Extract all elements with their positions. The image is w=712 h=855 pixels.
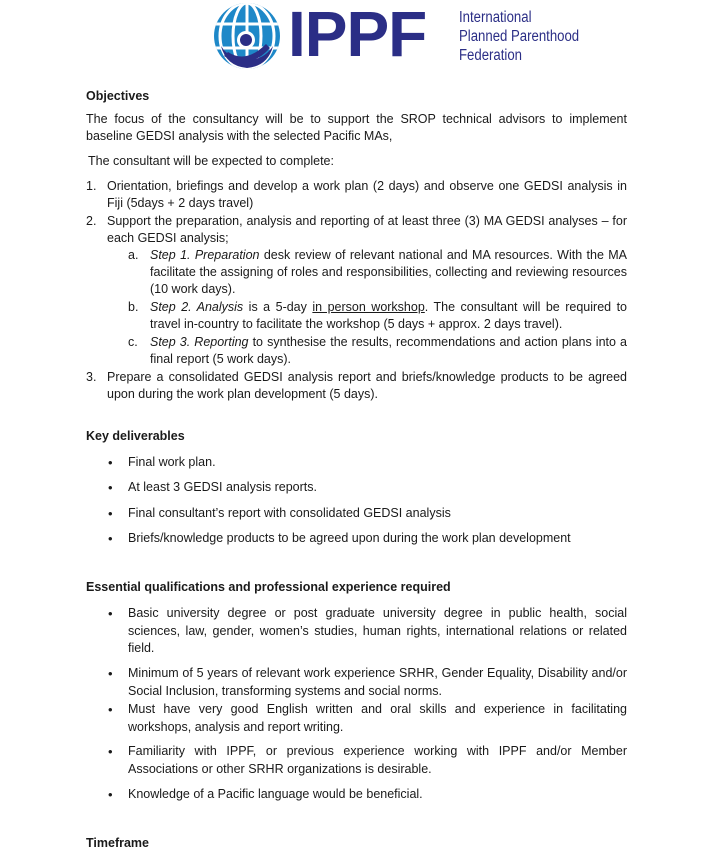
objectives-heading: Objectives — [86, 89, 150, 103]
globe-figure-icon — [212, 0, 284, 72]
tagline-line: Planned Parenthood — [459, 28, 580, 45]
deliverable-text: Final work plan. — [128, 455, 216, 469]
item-number: 1. — [86, 179, 97, 193]
step-item — [128, 247, 627, 299]
deliverable-text: Final consultant’s report with consolidated GEDSI analysis — [128, 506, 451, 520]
bullet-dot: • — [108, 666, 113, 681]
step-item — [128, 299, 627, 333]
item-text: Support the preparation, analysis and reporting of at least three (3) MA GEDSI analyses – for each GEDSI analysis; — [107, 214, 627, 245]
objective-item — [86, 178, 627, 212]
bullet-dot: • — [108, 606, 113, 621]
qualification-text: Familiarity with IPPF, or previous experience working with IPPF and/or Member Associations or other SRHR organizations is desirable. — [128, 744, 627, 776]
step-label: Step 1. Preparation — [150, 248, 260, 262]
tagline-line: International — [459, 9, 532, 26]
step-text — [150, 247, 627, 299]
item-number: 2. — [86, 214, 97, 228]
item-number: 3. — [86, 370, 97, 384]
step-label: Step 2. Analysis — [150, 300, 244, 314]
qualification-text: Basic university degree or post graduate university degree in public health, social sciences, law, gender, women’s studies, human rights, international relations or related field. — [128, 606, 627, 655]
bullet-dot: • — [108, 455, 113, 470]
qualification-text: Must have very good English written and oral skills and experience in facilitating workshops, analysis and report writing. — [128, 702, 627, 734]
logo-wordmark: IPPF — [288, 0, 427, 70]
deliverable-item — [108, 454, 627, 472]
deliverable-text: At least 3 GEDSI analysis reports. — [128, 480, 317, 494]
bullet-dot: • — [108, 531, 113, 546]
step-letter: a. — [128, 248, 139, 262]
step-item — [128, 334, 627, 368]
objective-item — [86, 369, 627, 403]
qualification-item — [108, 743, 627, 778]
qualification-item — [108, 701, 627, 736]
qualification-item — [108, 605, 627, 658]
bullet-dot: • — [108, 787, 113, 802]
step-text — [150, 334, 627, 368]
step-text — [150, 299, 627, 333]
qualification-item — [108, 665, 627, 700]
objectives-intro: The focus of the consultancy will be to support the SROP technical advisors to implement baseline GEDSI analysis with the selected Pacific MAs, — [86, 112, 627, 143]
step-body-after: . The consultant will be required to travel in-country to facilitate the workshop (5 days + approx. 2 days travel). — [150, 300, 628, 332]
qualifications-heading: Essential qualifications and professional experience required — [86, 580, 451, 594]
step-letter: c. — [128, 335, 138, 349]
objective-item — [86, 213, 627, 247]
step-label: Step 3. Reporting — [150, 335, 249, 349]
logo-tagline — [459, 8, 600, 65]
deliverable-text: Briefs/knowledge products to be agreed upon during the work plan development — [128, 531, 571, 545]
step-underlined: in person workshop — [312, 300, 425, 314]
step-body: to synthesise the results, recommendations and action plans into a final report (5 work days). — [150, 335, 627, 367]
deliverable-item — [108, 479, 627, 497]
qualification-item — [108, 786, 627, 804]
bullet-dot: • — [108, 702, 113, 717]
objectives-lead: The consultant will be expected to complete: — [88, 154, 334, 168]
step-letter: b. — [128, 300, 139, 314]
step-body: is a 5-day — [243, 300, 313, 314]
ippf-logo — [212, 0, 592, 72]
deliverable-item — [108, 505, 627, 523]
item-text: Orientation, briefings and develop a work plan (2 days) and observe one GEDSI analysis in Fiji (5days + 2 days travel) — [107, 179, 627, 210]
bullet-dot: • — [108, 506, 113, 521]
bullet-dot: • — [108, 480, 113, 495]
step-body: desk review of relevant national and MA resources. With the MA facilitate the assigning of roles and responsibilities, collecting and reviewing resources (10 work days). — [150, 248, 627, 297]
item-text: Prepare a consolidated GEDSI analysis report and briefs/knowledge products to be agreed upon during the work plan development (5 days). — [107, 370, 627, 401]
tagline-line: Federation — [459, 47, 522, 64]
qualification-text: Minimum of 5 years of relevant work experience SRHR, Gender Equality, Disability and/or Social Inclusion, transforming systems and social norms. — [128, 666, 627, 698]
bullet-dot: • — [108, 744, 113, 759]
timeframe-heading: Timeframe — [86, 836, 149, 850]
deliverable-item — [108, 530, 627, 548]
qualification-text: Knowledge of a Pacific language would be beneficial. — [128, 787, 423, 801]
deliverables-heading: Key deliverables — [86, 429, 185, 443]
